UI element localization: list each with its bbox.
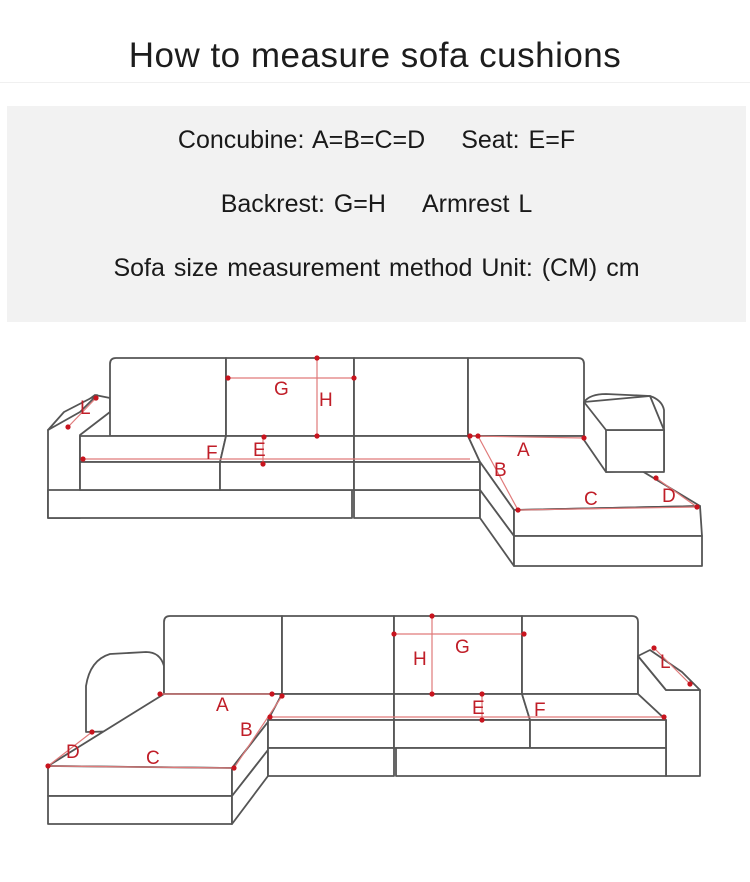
label-f: F: [206, 443, 218, 464]
label-g: G: [455, 637, 470, 658]
seat-formula: Seat: E=F: [461, 126, 576, 154]
seat-cushion-3: [354, 436, 480, 462]
back-cushion-d: [522, 616, 638, 694]
seat-cushion-2: [220, 436, 354, 462]
backrest-formula: Backrest: G=H: [220, 190, 386, 218]
unit-line: Sofa size measurement method Unit: (CM) cm: [113, 254, 640, 282]
back-cushion-3: [354, 358, 468, 436]
back-cushion-2: [226, 358, 354, 436]
label-l: L: [80, 398, 91, 419]
label-a: A: [517, 440, 530, 461]
label-e: E: [472, 698, 485, 719]
back-cushion-a: [164, 616, 282, 694]
label-a: A: [216, 695, 229, 716]
label-g: G: [274, 379, 289, 400]
label-e: E: [253, 440, 266, 461]
page-title: How to measure sofa cushions: [128, 36, 622, 75]
concubine-formula: Concubine: A=B=C=D: [177, 126, 426, 154]
back-cushion-4: [468, 358, 584, 436]
label-d: D: [66, 742, 80, 763]
back-cushion-b: [282, 616, 394, 694]
label-h: H: [319, 390, 333, 411]
sofa-diagram-chaise-right: [48, 355, 702, 566]
sofa-base: [48, 490, 352, 518]
back-cushion-1: [110, 358, 226, 436]
label-c: C: [584, 489, 598, 510]
armrest-formula: Armrest L: [421, 190, 533, 218]
seat-cushion-1: [80, 436, 226, 462]
label-b: B: [494, 460, 507, 481]
sofa-diagram-chaise-left: [45, 613, 700, 824]
label-h: H: [413, 649, 427, 670]
label-c: C: [146, 748, 160, 769]
label-b: B: [240, 720, 253, 741]
label-d: D: [662, 486, 676, 507]
label-l: L: [660, 652, 671, 673]
label-f: F: [534, 700, 546, 721]
